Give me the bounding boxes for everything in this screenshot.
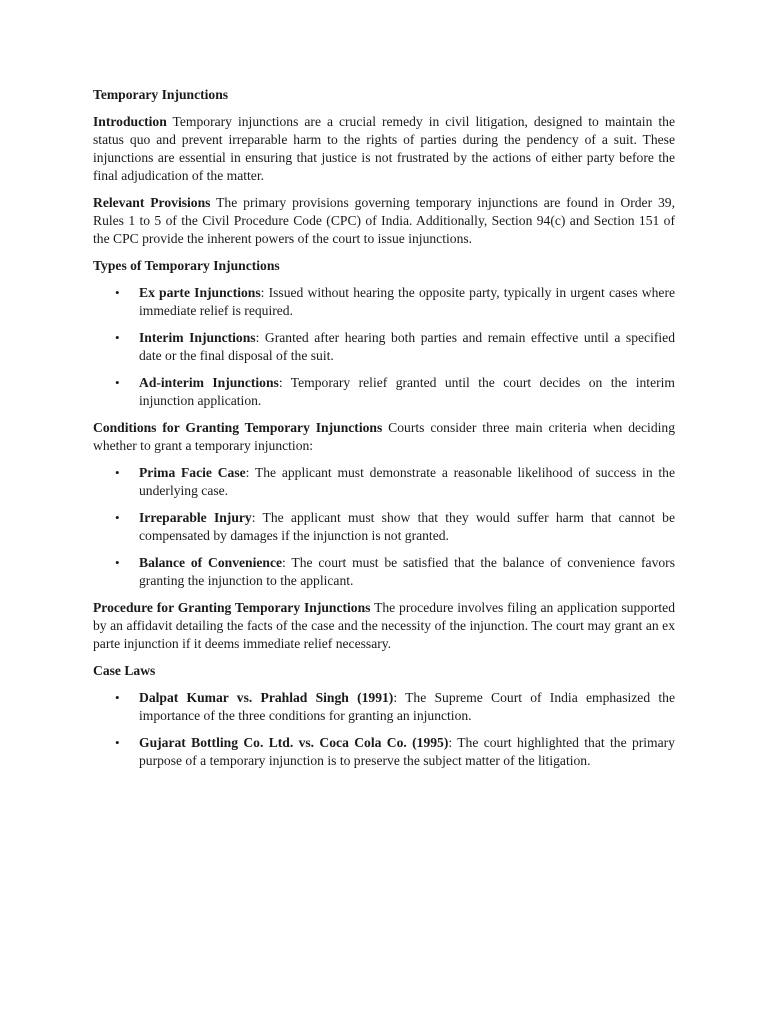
conditions-text: Courts consider three main criteria when deciding whether to grant a temporary injunction: xyxy=(93,420,675,453)
relevant-provisions-paragraph xyxy=(93,194,675,248)
conditions-paragraph xyxy=(93,419,675,455)
bullet-icon: • xyxy=(115,510,120,525)
case-laws-list xyxy=(93,689,675,770)
bullet-icon: • xyxy=(115,690,120,705)
list-item-text: : The court highlighted that the primary purpose of a temporary injunction is to preserve the subject matter of the litigation. xyxy=(139,735,675,768)
bullet-icon: • xyxy=(115,735,120,750)
relevant-provisions-text: The primary provisions governing temporary injunctions are found in Order 39, Rules 1 to 5 of the Civil Procedure Code (CPC) of India. Additionally, Section 94(c) and Section 151 of the CPC provide the inherent powers of the court to issue injunctions. xyxy=(93,195,675,246)
list-item xyxy=(93,554,675,590)
list-item xyxy=(93,284,675,320)
relevant-provisions-label: Relevant Provisions xyxy=(93,195,211,210)
types-list xyxy=(93,284,675,410)
document-page xyxy=(93,86,675,779)
bullet-icon: • xyxy=(115,330,120,345)
list-item-label: Prima Facie Case xyxy=(139,465,246,480)
list-item xyxy=(93,374,675,410)
list-item xyxy=(93,464,675,500)
introduction-label: Introduction xyxy=(93,114,167,129)
introduction-text: Temporary injunctions are a crucial remedy in civil litigation, designed to maintain the status quo and prevent irreparable harm to the rights of parties during the pendency of a suit. These injunctions are essential in ensuring that justice is not frustrated by the actions of either party before the final adjudication of the matter. xyxy=(93,114,675,183)
list-item-label: Ex parte Injunctions xyxy=(139,285,261,300)
list-item-label: Dalpat Kumar vs. Prahlad Singh (1991) xyxy=(139,690,394,705)
list-item-text: : Granted after hearing both parties and remain effective until a specified date or the final disposal of the suit. xyxy=(139,330,675,363)
list-item-text: : The Supreme Court of India emphasized the importance of the three conditions for granting an injunction. xyxy=(139,690,675,723)
list-item-label: Irreparable Injury xyxy=(139,510,252,525)
bullet-icon: • xyxy=(115,375,120,390)
bullet-icon: • xyxy=(115,465,120,480)
list-item-text: : Issued without hearing the opposite party, typically in urgent cases where immediate relief is required. xyxy=(139,285,676,318)
list-item-text: : The applicant must demonstrate a reasonable likelihood of success in the underlying case. xyxy=(139,465,675,498)
list-item-label: Balance of Convenience xyxy=(139,555,283,570)
procedure-label: Procedure for Granting Temporary Injunctions xyxy=(93,600,371,615)
list-item-text: : The applicant must show that they would suffer harm that cannot be compensated by damages if the injunction is not granted. xyxy=(139,510,676,543)
bullet-icon: • xyxy=(115,285,120,300)
list-item-text: : The court must be satisfied that the balance of convenience favors granting the injunction to the applicant. xyxy=(139,555,675,588)
procedure-text: The procedure involves filing an application supported by an affidavit detailing the facts of the case and the necessity of the injunction. The court may grant an ex parte injunction if it deems immediate relief necessary. xyxy=(93,600,675,651)
list-item-text: : Temporary relief granted until the court decides on the interim injunction application. xyxy=(139,375,675,408)
bullet-icon: • xyxy=(115,555,120,570)
list-item-label: Interim Injunctions xyxy=(139,330,256,345)
list-item xyxy=(93,329,675,365)
case-laws-heading: Case Laws xyxy=(93,663,156,678)
list-item xyxy=(93,689,675,725)
procedure-paragraph xyxy=(93,599,675,653)
list-item-label: Ad-interim Injunctions xyxy=(139,375,279,390)
conditions-list xyxy=(93,464,675,590)
document-title: Temporary Injunctions xyxy=(93,87,229,102)
list-item xyxy=(93,509,675,545)
introduction-paragraph xyxy=(93,113,675,185)
types-heading: Types of Temporary Injunctions xyxy=(93,258,280,273)
list-item xyxy=(93,734,675,770)
list-item-label: Gujarat Bottling Co. Ltd. vs. Coca Cola Co. (1995) xyxy=(139,735,449,750)
conditions-label: Conditions for Granting Temporary Injunctions xyxy=(93,420,383,435)
